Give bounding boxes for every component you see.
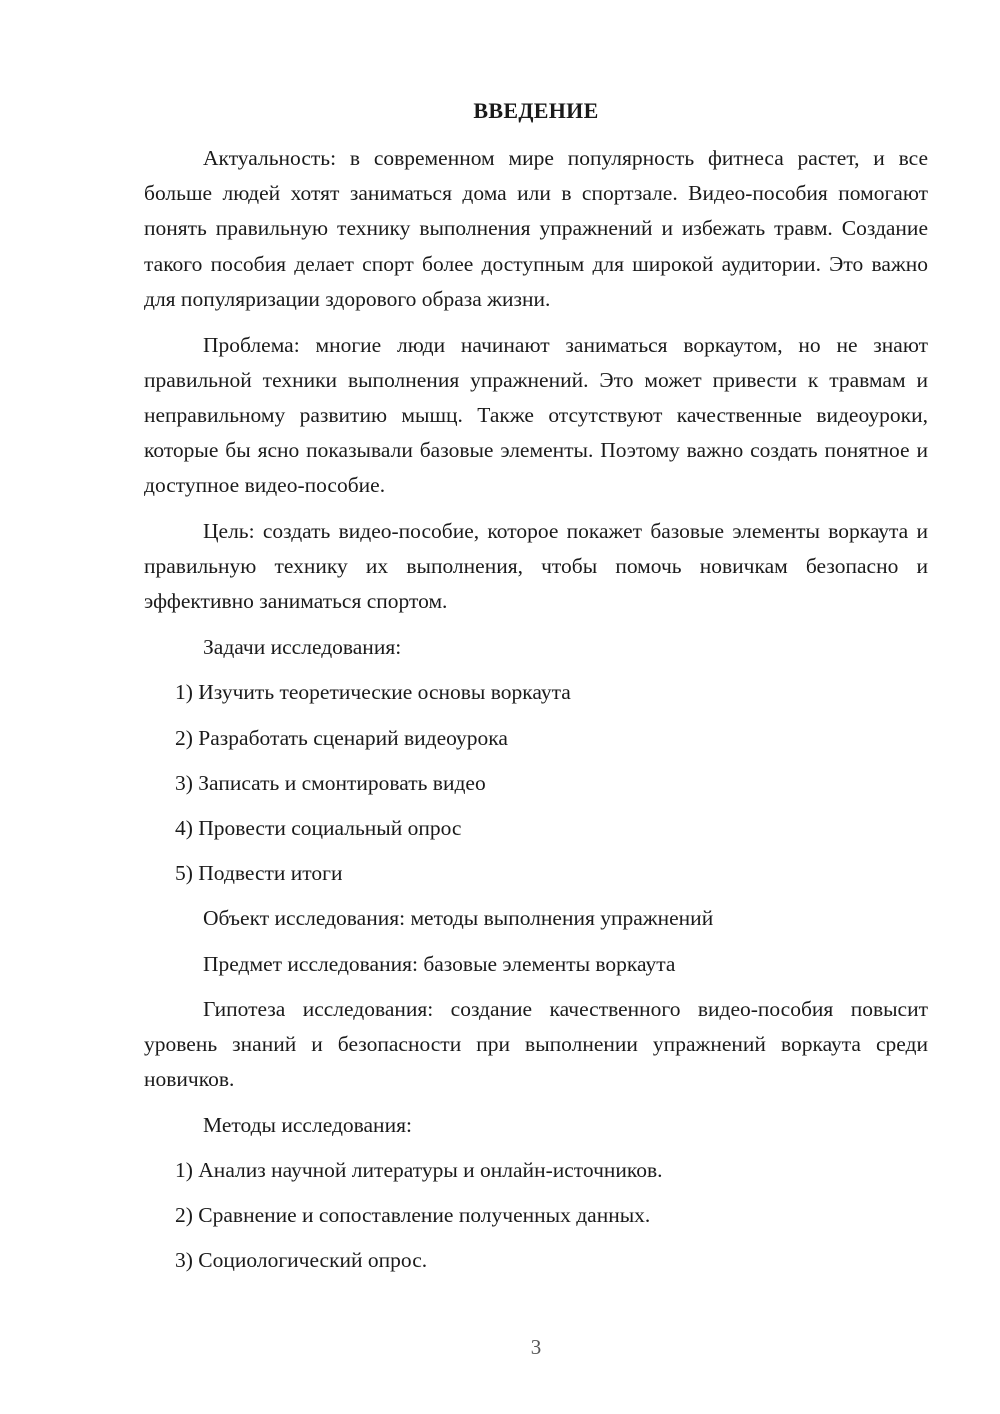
page-title: ВВЕДЕНИЕ (473, 98, 599, 123)
method-item: 3) Социологический опрос. (175, 1248, 428, 1273)
tasks-heading: Задачи исследования: (203, 635, 402, 660)
method-item: 2) Сравнение и сопоставление полученных данных. (175, 1203, 651, 1228)
page-number: 3 (530, 1335, 542, 1359)
methods-heading: Методы исследования: (203, 1112, 412, 1137)
task-item: 2) Разработать сценарий видеоурока (175, 725, 508, 750)
goal-paragraph: Цель: создать видео-пособие, которое покажет базовые элементы воркаута и правильную технику их выполнения, чтобы помочь новичкам безопасно и эффективно заниматься спортом. (144, 519, 928, 614)
task-item: 1) Изучить теоретические основы воркаута (175, 680, 571, 705)
subject-paragraph: Предмет исследования: базовые элементы воркаута (203, 951, 676, 976)
method-item: 1) Анализ научной литературы и онлайн-источников. (175, 1158, 663, 1183)
hypothesis-paragraph: Гипотеза исследования: создание качественного видео-пособия повысит уровень знаний и безопасности при выполнении упражнений воркаута среди новичков. (144, 996, 928, 1092)
relevance-paragraph: Актуальность: в современном мире популярность фитнеса растет, и все больше людей хотят заниматься дома или в спортзале. Видео-пособия помогают понять правильную технику выполнения упражнений и избежать травм. Создание такого пособия делает спорт более доступным для широкой аудитории. Это важно для популяризации здорового образа жизни. (144, 146, 928, 311)
task-item: 4) Провести социальный опрос (175, 815, 462, 840)
object-paragraph: Объект исследования: методы выполнения упражнений (203, 906, 714, 931)
task-item: 3) Записать и смонтировать видео (175, 770, 486, 795)
task-item: 5) Подвести итоги (175, 861, 343, 886)
document-body (144, 141, 928, 1289)
problem-paragraph: Проблема: многие люди начинают заниматься воркаутом, но не знают правильной техники выполнения упражнений. Это может привести к травмам и неправильному развитию мышц. Также отсутствуют качественные видеоуроки, которые бы ясно показывали базовые элементы. Поэтому важно создать понятное и доступное видео-пособие. (144, 332, 928, 498)
document-page (144, 0, 928, 1414)
